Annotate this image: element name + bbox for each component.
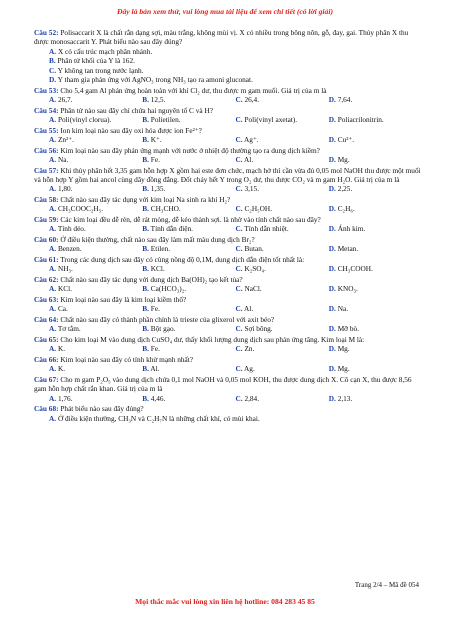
answer-option <box>236 135 329 144</box>
answer-option <box>329 115 422 124</box>
question-number: Câu 57: <box>34 165 59 175</box>
question-block <box>34 275 422 294</box>
option-text: 1,76. <box>57 393 73 403</box>
question-stem <box>34 86 422 95</box>
answer-option <box>34 75 422 84</box>
option-text: 4,46. <box>150 393 166 403</box>
option-letter: D. <box>328 115 336 125</box>
option-text: Ag. <box>244 364 255 374</box>
answer-row <box>34 224 422 233</box>
answer-option <box>34 66 422 75</box>
option-letter: A. <box>49 95 57 105</box>
question-number: Câu 59: <box>34 215 59 225</box>
question-block <box>34 166 422 194</box>
answer-option <box>49 344 142 353</box>
option-text: 12,5. <box>150 95 166 105</box>
answer-option <box>49 304 142 313</box>
answer-option <box>49 204 142 213</box>
option-letter: B. <box>142 155 149 165</box>
answer-option <box>142 344 235 353</box>
option-text: 26,7. <box>57 95 73 105</box>
option-letter: A. <box>49 115 57 125</box>
option-text: Tính dẫn nhiệt. <box>244 224 289 234</box>
option-letter: C. <box>235 224 243 234</box>
preview-notice: Đây là bản xem thử, vui lòng mua tài liệu để xem chi tiết (có lời giải) <box>117 7 333 16</box>
question-stem <box>34 195 422 204</box>
option-text: K₂SO₄. <box>244 264 266 274</box>
option-text: Poli(vinyl clorua). <box>57 115 112 125</box>
question-block <box>34 235 422 254</box>
option-text: Cu²⁺. <box>337 135 355 145</box>
answer-row <box>34 155 422 164</box>
question-number: Câu 52: <box>34 28 59 37</box>
option-letter: D. <box>328 155 336 165</box>
answer-option <box>236 244 329 253</box>
question-text: Kim loại nào sau đây phản ứng mạnh với nước ở nhiệt độ thường tạo ra dung dịch kiềm? <box>60 145 320 155</box>
option-text: Y tham gia phản ứng với AgNO₃ trong NH₃ tạo ra amoni gluconat. <box>57 75 253 85</box>
option-text: CH₃COOC₂H₅. <box>57 204 104 214</box>
answer-option <box>236 394 329 403</box>
option-text: Ag⁺. <box>244 135 259 145</box>
answer-option <box>142 284 235 293</box>
question-text: Trong các dung dịch sau đây có cùng nồng độ 0,1M, dung dịch dẫn điện tốt nhất là: <box>60 255 305 265</box>
option-letter: D. <box>328 244 336 254</box>
option-text: Mg. <box>337 155 350 165</box>
answer-option <box>142 115 235 124</box>
answer-option <box>34 414 422 423</box>
option-letter: A. <box>49 324 57 334</box>
question-stem <box>34 28 422 47</box>
question-block <box>34 86 422 105</box>
question-text: Cho m gam P₂O₅ vào dung dịch chứa 0,1 mol NaOH và 0,05 mol KOH, thu được dung dịch X. Cô cạn X, thu được 8,56 gam hỗn hợp chất rắn khan. Giá trị của m là <box>34 375 412 394</box>
option-text: C₂H₅OH. <box>244 204 273 214</box>
option-letter: B. <box>142 364 149 374</box>
option-letter: B. <box>142 204 149 214</box>
option-text: KNO₃. <box>337 284 358 294</box>
question-number: Câu 67: <box>34 375 59 385</box>
option-text: 1,80. <box>57 184 73 194</box>
option-letter: A. <box>49 204 57 214</box>
option-letter: D. <box>328 135 336 145</box>
question-number: Câu 66: <box>34 355 59 365</box>
option-letter: B. <box>142 184 149 194</box>
answer-option <box>329 184 422 193</box>
option-text: Mỡ bò. <box>337 324 359 334</box>
question-text: Chất nào sau đây tác dụng với dung dịch Ba(OH)₂ tạo kết tủa? <box>60 275 243 285</box>
question-number: Câu 54: <box>34 105 59 115</box>
option-text: 2,84. <box>244 393 260 403</box>
answer-row <box>34 204 422 213</box>
option-letter: A. <box>49 244 57 254</box>
option-letter: C. <box>235 304 243 314</box>
option-text: Poliacrilonitrin. <box>337 115 384 125</box>
option-letter: D. <box>328 284 336 294</box>
answer-option <box>236 204 329 213</box>
answer-option <box>329 95 422 104</box>
question-block <box>34 355 422 374</box>
question-block <box>34 146 422 165</box>
question-stem <box>34 295 422 304</box>
option-letter: A. <box>49 393 57 403</box>
question-number: Câu 60: <box>34 235 59 245</box>
option-text: Na. <box>57 155 69 165</box>
question-number: Câu 56: <box>34 145 59 155</box>
answer-option <box>34 47 422 56</box>
option-text: CH₃CHO. <box>150 204 181 214</box>
answer-option <box>329 244 422 253</box>
answer-option <box>236 304 329 313</box>
answer-option <box>236 115 329 124</box>
answer-option <box>49 95 142 104</box>
option-letter: C. <box>235 204 243 214</box>
question-number: Câu 68: <box>34 404 59 414</box>
answer-option <box>49 244 142 253</box>
question-stem <box>34 235 422 244</box>
option-text: Tính dẻo. <box>57 224 86 234</box>
question-number: Câu 63: <box>34 295 59 305</box>
option-letter: C. <box>235 364 243 374</box>
option-letter: A. <box>49 155 57 165</box>
question-stem <box>34 146 422 155</box>
option-letter: C. <box>235 155 243 165</box>
answer-option <box>142 364 235 373</box>
option-text: Ca(HCO₃)₂. <box>150 284 187 294</box>
option-text: 3,15. <box>244 184 260 194</box>
option-text: Sợi bông. <box>244 324 273 334</box>
option-text: Phân tử khối của Y là 162. <box>57 56 135 66</box>
option-text: K⁺. <box>150 135 162 145</box>
answer-option <box>49 184 142 193</box>
question-number: Câu 53: <box>34 85 59 95</box>
question-text: Chất nào sau đây tác dụng với kim loại Na sinh ra khí H₂? <box>60 195 231 205</box>
option-text: Poli(vinyl axetat). <box>244 115 298 125</box>
answer-option <box>236 95 329 104</box>
answer-option <box>329 284 422 293</box>
answer-option <box>142 135 235 144</box>
answer-row <box>34 344 422 353</box>
answer-option <box>49 224 142 233</box>
question-stem <box>34 404 422 413</box>
answer-row <box>34 284 422 293</box>
option-text: KCl. <box>150 264 165 274</box>
question-stem <box>34 275 422 284</box>
question-text: Kim loại nào sau đây là kim loại kiềm thổ? <box>60 295 187 305</box>
answer-row <box>34 324 422 333</box>
option-letter: A. <box>49 364 57 374</box>
question-text: Cho 5,4 gam Al phản ứng hoàn toàn với khí Cl₂ dư, thu được m gam muối. Giá trị của m là <box>60 85 327 95</box>
question-block <box>34 215 422 234</box>
option-text: Zn²⁺. <box>57 135 74 145</box>
option-text: X có cấu trúc mạch phân nhánh. <box>57 46 153 56</box>
option-letter: A. <box>49 304 57 314</box>
answer-option <box>49 264 142 273</box>
option-letter: A. <box>49 284 57 294</box>
option-letter: C. <box>235 264 243 274</box>
question-text: Cho kim loại M vào dung dịch CuSO₄ dư, thấy khối lượng dung dịch sau phản ứng tăng. Kim loại M là: <box>60 335 365 345</box>
option-text: Etilen. <box>150 244 171 254</box>
answer-option <box>49 135 142 144</box>
answer-option <box>329 344 422 353</box>
option-text: Zn. <box>244 344 255 354</box>
option-letter: A. <box>49 413 57 423</box>
option-letter: C. <box>235 284 243 294</box>
option-letter: C. <box>235 244 243 254</box>
question-number: Câu 65: <box>34 335 59 345</box>
answer-row <box>34 95 422 104</box>
option-letter: A. <box>49 135 57 145</box>
answer-option <box>34 56 422 65</box>
option-letter: D. <box>328 304 336 314</box>
option-text: Y không tan trong nước lạnh. <box>57 65 144 75</box>
page-number: Trang 2/4 – Mã đề 054 <box>354 581 419 589</box>
option-text: 2,13. <box>337 393 353 403</box>
option-text: Tính dẫn điện. <box>150 224 194 234</box>
answer-option <box>329 364 422 373</box>
option-letter: B. <box>142 224 149 234</box>
question-block <box>34 106 422 125</box>
answer-option <box>329 264 422 273</box>
answer-option <box>142 304 235 313</box>
option-letter: C. <box>49 65 57 75</box>
option-letter: A. <box>49 46 57 56</box>
option-letter: B. <box>142 304 149 314</box>
option-text: Ở điều kiện thường, CH₃N và C₂H₇N là những chất khí, có mùi khai. <box>57 413 260 423</box>
option-text: 7,64. <box>337 95 353 105</box>
answer-option <box>142 95 235 104</box>
option-letter: B. <box>142 393 149 403</box>
option-letter: C. <box>235 184 243 194</box>
answer-option <box>236 224 329 233</box>
option-letter: B. <box>142 244 149 254</box>
answer-row <box>34 394 422 403</box>
answer-option <box>49 394 142 403</box>
option-text: Fe. <box>150 304 160 314</box>
answer-option <box>49 115 142 124</box>
answer-option <box>49 155 142 164</box>
option-text: Fe. <box>150 344 160 354</box>
option-letter: D. <box>328 393 336 403</box>
question-block <box>34 315 422 334</box>
option-letter: B. <box>142 324 149 334</box>
option-letter: D. <box>49 75 57 85</box>
question-stem <box>34 335 422 344</box>
option-letter: C. <box>235 324 243 334</box>
question-block <box>34 335 422 354</box>
option-text: Tơ tằm. <box>57 324 81 334</box>
option-text: Benzen. <box>57 244 82 254</box>
question-block <box>34 255 422 274</box>
question-text: Phát biểu nào sau đây đúng? <box>60 404 144 414</box>
option-text: Mg. <box>337 344 350 354</box>
question-text: Phân tử nào sau đây chỉ chứa hai nguyên tố C và H? <box>60 105 213 115</box>
option-letter: B. <box>142 115 149 125</box>
answer-row <box>34 364 422 373</box>
option-text: 26,4. <box>244 95 260 105</box>
option-text: KCl. <box>57 284 72 294</box>
question-number: Câu 55: <box>34 125 59 135</box>
option-letter: C. <box>235 393 243 403</box>
option-letter: D. <box>328 204 336 214</box>
answer-option <box>49 324 142 333</box>
answer-row <box>34 115 422 124</box>
question-block <box>34 28 422 84</box>
question-number: Câu 58: <box>34 195 59 205</box>
answer-option <box>329 304 422 313</box>
hotline-notice: Mọi thắc mắc vui lòng xin liên hệ hotline: 084 283 45 85 <box>135 597 315 606</box>
question-block <box>34 375 422 403</box>
answer-option <box>142 394 235 403</box>
question-block <box>34 404 422 423</box>
option-text: CH₃COOH. <box>337 264 373 274</box>
question-block <box>34 295 422 314</box>
option-letter: C. <box>235 95 243 105</box>
question-stem <box>34 355 422 364</box>
option-text: NH₃. <box>57 264 73 274</box>
answer-option <box>142 224 235 233</box>
option-text: Butan. <box>244 244 264 254</box>
option-text: Mg. <box>337 364 350 374</box>
answer-option <box>236 284 329 293</box>
option-letter: A. <box>49 224 57 234</box>
option-text: C₂H₆. <box>337 204 355 214</box>
option-letter: A. <box>49 264 57 274</box>
answer-option <box>142 244 235 253</box>
answer-row <box>34 264 422 273</box>
answer-row <box>34 184 422 193</box>
option-text: Na. <box>337 304 349 314</box>
option-text: Al. <box>244 304 254 314</box>
option-text: Ca. <box>57 304 68 314</box>
option-letter: B. <box>142 284 149 294</box>
option-letter: D. <box>328 184 336 194</box>
question-text: Chất nào sau đây có thành phần chính là trieste của glixerol với axit béo? <box>60 315 275 325</box>
answer-option <box>329 324 422 333</box>
question-stem <box>34 255 422 264</box>
answer-option <box>142 324 235 333</box>
option-text: 1,35. <box>150 184 166 194</box>
answer-option <box>142 264 235 273</box>
option-text: K. <box>57 364 66 374</box>
answer-option <box>329 394 422 403</box>
answer-option <box>236 364 329 373</box>
answer-option <box>329 135 422 144</box>
option-text: Bột gạo. <box>150 324 176 334</box>
option-letter: B. <box>142 135 149 145</box>
question-stem <box>34 315 422 324</box>
answer-option <box>142 155 235 164</box>
answer-option <box>236 344 329 353</box>
question-text: Ở điều kiện thường, chất nào sau đây làm mất màu dung dịch Br₂? <box>60 235 255 245</box>
answer-option <box>236 155 329 164</box>
answer-option <box>236 264 329 273</box>
option-letter: D. <box>328 324 336 334</box>
answer-option <box>49 284 142 293</box>
option-text: Al. <box>244 155 254 165</box>
option-letter: D. <box>328 264 336 274</box>
question-stem <box>34 375 422 394</box>
option-text: K. <box>57 344 66 354</box>
question-stem <box>34 106 422 115</box>
option-letter: B. <box>142 264 149 274</box>
option-text: Ánh kim. <box>337 224 366 234</box>
option-text: Metan. <box>337 244 359 254</box>
option-letter: D. <box>328 224 336 234</box>
option-letter: D. <box>328 95 336 105</box>
option-text: Polietilen. <box>150 115 181 125</box>
option-letter: D. <box>328 364 336 374</box>
question-block <box>34 195 422 214</box>
option-letter: A. <box>49 344 57 354</box>
option-text: NaCl. <box>244 284 262 294</box>
answer-option <box>236 184 329 193</box>
question-text: Kim loại nào sau đây có tính khử mạnh nhất? <box>60 355 193 365</box>
question-block <box>34 126 422 145</box>
option-letter: D. <box>328 344 336 354</box>
answer-row <box>34 244 422 253</box>
option-letter: B. <box>142 95 149 105</box>
option-letter: C. <box>235 344 243 354</box>
question-number: Câu 62: <box>34 275 59 285</box>
option-letter: B. <box>49 56 56 66</box>
option-text: Fe. <box>150 155 160 165</box>
answer-option <box>49 364 142 373</box>
question-stem <box>34 126 422 135</box>
answer-option <box>142 204 235 213</box>
answer-row <box>34 304 422 313</box>
option-letter: A. <box>49 184 57 194</box>
question-text: Khi thủy phân hết 3,35 gam hỗn hợp X gồm hai este đơn chức, mạch hở thì cần vừa đủ 0,05 mol NaOH thu được một muối và hỗn hợp Y gồm hai ancol cùng dãy đồng đẳng. Đốt cháy hết Y trong O₂ dư, thu được CO₂ và m gam H₂O. Giá trị của m là <box>34 165 421 185</box>
question-list <box>34 28 422 424</box>
question-stem <box>34 166 422 185</box>
option-text: Al. <box>150 364 160 374</box>
question-number: Câu 64: <box>34 315 59 325</box>
answer-option <box>329 155 422 164</box>
question-text: Ion kim loại nào sau đây oxi hóa được ion Fe²⁺? <box>60 125 202 135</box>
option-letter: C. <box>235 115 243 125</box>
answer-option <box>329 204 422 213</box>
question-number: Câu 61: <box>34 255 59 265</box>
option-letter: C. <box>235 135 243 145</box>
answer-option <box>329 224 422 233</box>
option-letter: B. <box>142 344 149 354</box>
question-text: Các kim loại đều dễ rèn, dễ rát mỏng, dễ kéo thành sợi. là nhờ vào tính chất nào sau đây? <box>60 215 321 225</box>
answer-option <box>236 324 329 333</box>
option-text: 2,25. <box>337 184 353 194</box>
answer-option <box>142 184 235 193</box>
answer-row <box>34 135 422 144</box>
question-text: Polisaccarit X là chất rắn dạng sợi, màu trắng, không mùi vị. X có nhiều trong bông nõn, gỗ, đay, gai. Thủy phân X thu được monosaccarit Y. Phát biểu nào sau đây đúng? <box>34 28 409 47</box>
